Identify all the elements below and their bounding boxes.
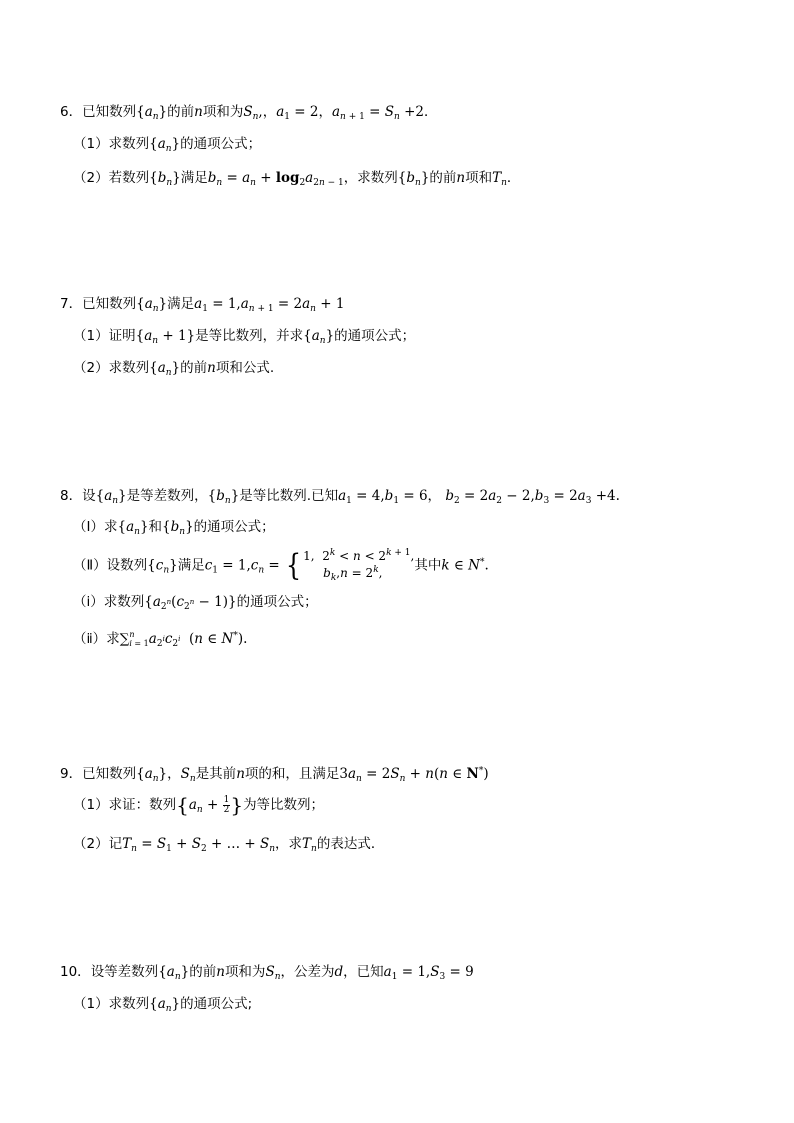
q8-number: 8． (60, 488, 83, 504)
q6-part1: （1）求数列$\{a_n\}$的通项公式； (73, 136, 262, 154)
q7-stem: 7．已知数列$\{a_n\}$满足$a_1 = 1,a_{n + 1} = 2a_n + 1$ (60, 296, 345, 314)
q8-part2: （Ⅱ）设数列$\{c_n\}$满足$c_1 = 1,c_n$ = { 1, $2^k < n < 2^{k + 1}$, $b_k,n = 2^k$, 其中k ∈ N*. (73, 547, 489, 583)
q10-part1: （1）求数列$\{a_n\}$的通项公式; (73, 996, 253, 1014)
q9-stem: 9．已知数列$\{a_n\}$，$S_n$是其前n项的和，且满足$3a_n = 2S_n + n(n$ ∈ N*) (60, 766, 489, 784)
q9-part2: （2）记$T_n = S_1 + S_2$ + … + $S_n$，求$T_n$的表达式． (73, 836, 385, 854)
q7-part2: （2）求数列$\{a_n\}$的前n项和公式. (73, 360, 275, 378)
q6-number: 6． (60, 104, 83, 120)
q9-part1: （1）求证：数列{$a_n$ + $\frac{1}{2}$ }为等比数列； (73, 793, 325, 817)
q10-stem: 10．设等差数列$\{a_n\}$的前n项和为$S_n$，公差为d，已知$a_1 = 1,S_3 = 9$ (60, 964, 474, 982)
q8-part1: （Ⅰ）求$\{a_n\}$和$\{b_n\}$的通项公式； (73, 519, 275, 537)
q10-number: 10． (60, 964, 91, 980)
q9-number: 9． (60, 766, 83, 782)
q8-part3: （ⅰ）求数列$\{a_{2^n}(c_{2^n} - 1)\}$的通项公式； (73, 594, 318, 612)
q8-part4: （ⅱ）求∑ n i = 1 $a_{2^i}c_{2^i}$ (n ∈ N*). (73, 630, 248, 649)
q6-stem: 6．已知数列$\{a_n\}$的前n项和为$S_n$,，$a_1 = 2$，$a_{n + 1} = S_n +2$． (60, 104, 438, 122)
q6-part2: （2）若数列$\{b_n\}$满足$b_n = a_n + \log_2a_{2n - 1}$，求数列$\{b_n\}$的前n项和$T_n$． (73, 170, 521, 188)
q8-stem: 8．设$\{a_n\}$是等差数列，$\{b_n\}$是等比数列.已知$a_1 = 4,b_1 = 6$， $b_2 = 2a_2 - 2,b_3 = 2a_3 +4$. (60, 488, 620, 506)
q7-part1: （1）证明$\{a_n + 1\}$是等比数列，并求$\{a_n\}$的通项公式； (73, 328, 416, 346)
q7-number: 7． (60, 296, 83, 312)
